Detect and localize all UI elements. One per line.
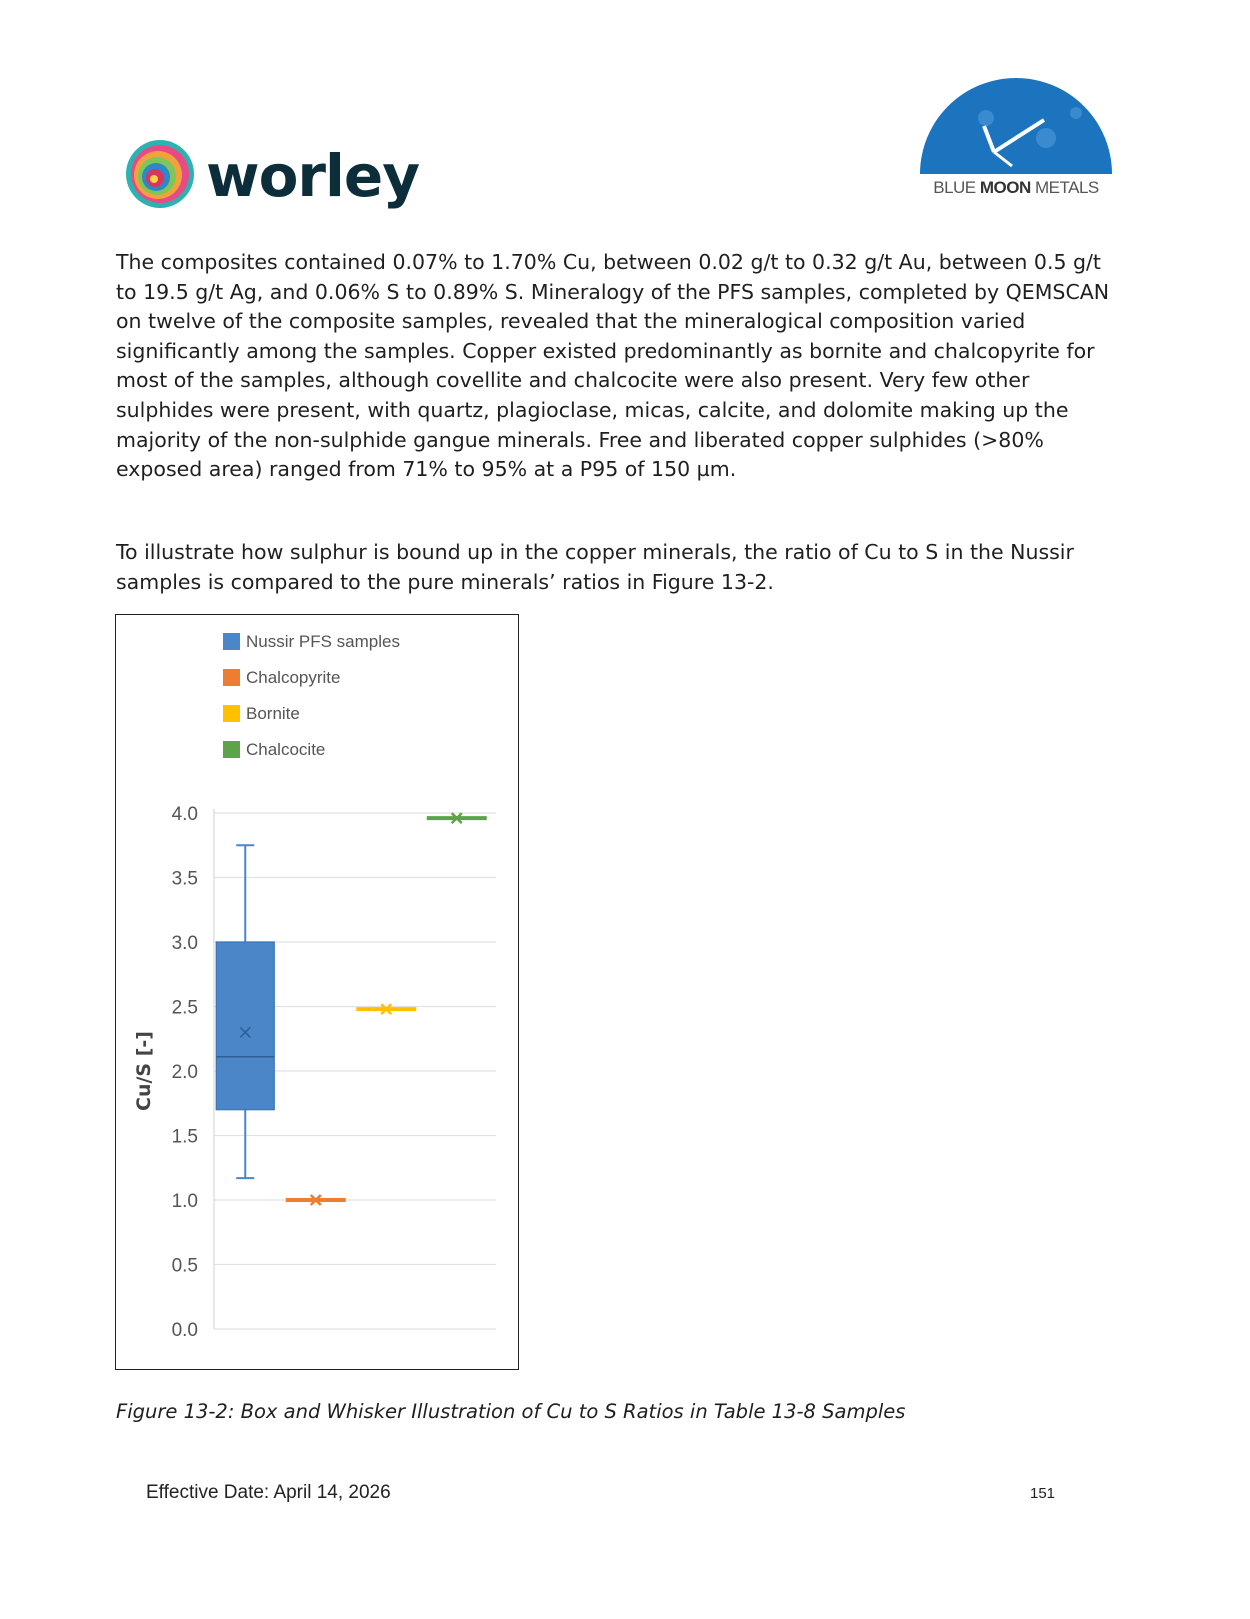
worley-swirl-icon (124, 136, 444, 216)
y-tick-label-5: 2.5 (171, 997, 198, 1019)
moon-icon (916, 78, 1116, 178)
box-whisker-chart (116, 615, 520, 1371)
legend-swatch-0 (223, 633, 240, 650)
blue-moon-metals-wordmark: BLUE MOON METALS (933, 178, 1099, 197)
worley-wordmark: worley (206, 142, 420, 210)
figure-box (115, 614, 519, 1370)
y-axis-label: Cu/S [-] (133, 1031, 155, 1111)
body-paragraph-2: To illustrate how sulphur is bound up in the copper minerals, the ratio of Cu to S in the Nussir samples is compared to the pure minerals’ ratios in Figure 13-2. (116, 540, 1074, 594)
y-tick-label-8: 4.0 (171, 804, 198, 825)
y-tick-label-2: 1.0 (171, 1191, 198, 1212)
y-tick-label-0: 0.0 (171, 1320, 198, 1341)
blue-moon-metals-logo (916, 78, 1116, 204)
footer-effective-date: Effective Date: April 14, 2026 (146, 1482, 391, 1503)
legend-label-2: Bornite (246, 704, 300, 723)
worley-logo (124, 136, 444, 216)
legend-label-1: Chalcopyrite (246, 668, 341, 687)
body-paragraph-1: The composites contained 0.07% to 1.70% Cu, between 0.02 g/t to 0.32 g/t Au, between 0.5 g/t to 19.5 g/t Ag, and 0.06% S to 0.89% S. Mineralogy of the PFS samples, completed by QEMSCAN on twelve of the composite samples, revealed that the mineralogical composition varied significantly among the samples. Copper existed predominantly as bornite and chalcopyrite for most of the samples, although covellite and chalcocite were also present. Very few other sulphides were present, with quartz, plagioclase, micas, calcite, and dolomite making up the majority of the non-sulphide gangue minerals. Free and liberated copper sulphides (>80% exposed area) ranged from 71% to 95% at a P95 of 150 µm. (116, 250, 1110, 482)
y-tick-label-1: 0.5 (171, 1255, 198, 1277)
y-tick-label-7: 3.5 (171, 868, 198, 890)
legend-label-0: Nussir PFS samples (246, 632, 400, 651)
legend-swatch-3 (223, 741, 240, 758)
legend-swatch-1 (223, 669, 240, 686)
legend-label-3: Chalcocite (246, 740, 326, 759)
y-tick-label-3: 1.5 (171, 1126, 198, 1148)
y-tick-label-6: 3.0 (171, 933, 198, 954)
legend-swatch-2 (223, 705, 240, 722)
figure-caption: Figure 13-2: Box and Whisker Illustration of Cu to S Ratios in Table 13-8 Samples (116, 1400, 906, 1423)
box-iqr (216, 942, 274, 1110)
y-tick-label-4: 2.0 (171, 1062, 198, 1083)
footer-page-number: 151 (1030, 1485, 1056, 1502)
